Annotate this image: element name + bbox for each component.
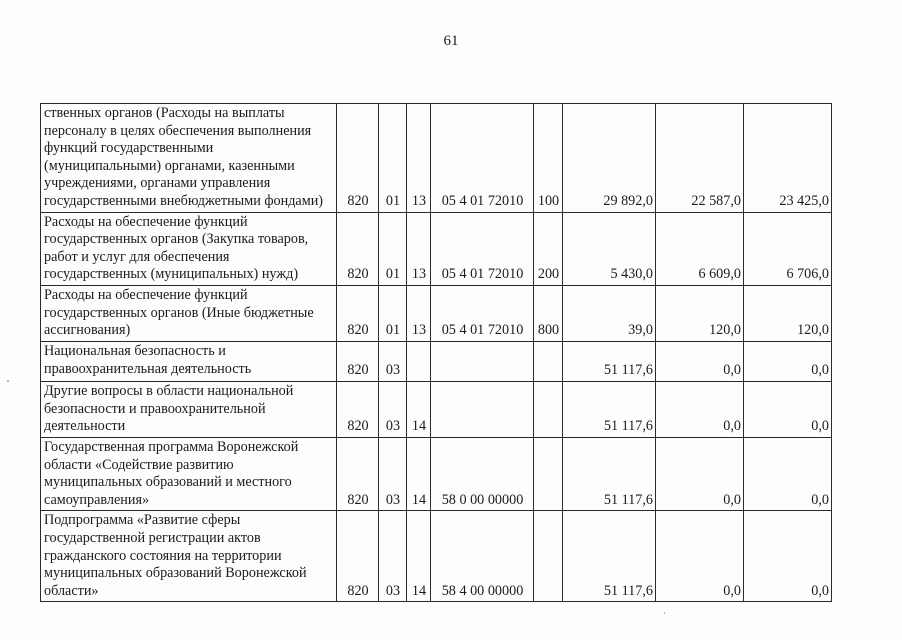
sum-year-1: 51 117,6 (563, 381, 656, 437)
pr-code: 13 (407, 212, 431, 285)
pr-code (407, 341, 431, 381)
sum-year-3: 0,0 (744, 341, 832, 381)
sum-year-1: 51 117,6 (563, 341, 656, 381)
rz-code: 01 (379, 285, 407, 341)
csr-code: 05 4 01 72010 (431, 104, 534, 213)
ved-code: 820 (337, 341, 379, 381)
csr-code: 05 4 01 72010 (431, 212, 534, 285)
ved-code: 820 (337, 437, 379, 510)
ved-code: 820 (337, 104, 379, 213)
vr-code: 100 (534, 104, 563, 213)
csr-code (431, 341, 534, 381)
vr-code: 800 (534, 285, 563, 341)
sum-year-2: 0,0 (656, 341, 744, 381)
row-name: ственных органов (Расходы на выплаты персоналу в целях обеспечения выполнения функций государственными (муниципальными) органами, казенными учреждениями, органами управления государственными внебюджетными фондами) (41, 104, 337, 213)
page-number: 61 (443, 33, 459, 49)
table-row (41, 285, 832, 341)
row-name: Другие вопросы в области национальной безопасности и правоохранительной деятельности (41, 381, 337, 437)
sum-year-3: 0,0 (744, 511, 832, 602)
rz-code: 01 (379, 212, 407, 285)
sum-year-3: 0,0 (744, 437, 832, 510)
table-row (41, 381, 832, 437)
row-name: Расходы на обеспечение функций государственных органов (Иные бюджетные ассигнования) (41, 285, 337, 341)
sum-year-1: 51 117,6 (563, 511, 656, 602)
pr-code: 13 (407, 285, 431, 341)
sum-year-2: 0,0 (656, 437, 744, 510)
sum-year-2: 0,0 (656, 511, 744, 602)
sum-year-1: 29 892,0 (563, 104, 656, 213)
vr-code (534, 381, 563, 437)
vr-code (534, 511, 563, 602)
ved-code: 820 (337, 511, 379, 602)
sum-year-2: 0,0 (656, 381, 744, 437)
sum-year-2: 120,0 (656, 285, 744, 341)
row-name: Расходы на обеспечение функций государственных органов (Закупка товаров, работ и услуг для обеспечения государственных (муниципальных) нужд) (41, 212, 337, 285)
table-row (41, 437, 832, 510)
table-row (41, 104, 832, 213)
rz-code: 03 (379, 437, 407, 510)
scan-speck (664, 612, 665, 614)
vr-code: 200 (534, 212, 563, 285)
ved-code: 820 (337, 381, 379, 437)
rz-code: 03 (379, 341, 407, 381)
budget-table (40, 103, 832, 602)
sum-year-2: 22 587,0 (656, 104, 744, 213)
rz-code: 01 (379, 104, 407, 213)
sum-year-3: 120,0 (744, 285, 832, 341)
csr-code (431, 381, 534, 437)
rz-code: 03 (379, 381, 407, 437)
sum-year-3: 6 706,0 (744, 212, 832, 285)
pr-code: 14 (407, 511, 431, 602)
sum-year-3: 0,0 (744, 381, 832, 437)
sum-year-1: 39,0 (563, 285, 656, 341)
sum-year-2: 6 609,0 (656, 212, 744, 285)
row-name: Подпрограмма «Развитие сферы государственной регистрации актов гражданского состояния на территории муниципальных образований Воронежской области» (41, 511, 337, 602)
row-name: Национальная безопасность и правоохранительная деятельность (41, 341, 337, 381)
sum-year-1: 51 117,6 (563, 437, 656, 510)
table-row (41, 341, 832, 381)
ved-code: 820 (337, 212, 379, 285)
row-name: Государственная программа Воронежской области «Содействие развитию муниципальных образований и местного самоуправления» (41, 437, 337, 510)
sum-year-1: 5 430,0 (563, 212, 656, 285)
vr-code (534, 341, 563, 381)
table-row (41, 511, 832, 602)
rz-code: 03 (379, 511, 407, 602)
csr-code: 58 0 00 00000 (431, 437, 534, 510)
sum-year-3: 23 425,0 (744, 104, 832, 213)
vr-code (534, 437, 563, 510)
csr-code: 05 4 01 72010 (431, 285, 534, 341)
ved-code: 820 (337, 285, 379, 341)
scan-speck (7, 380, 9, 382)
pr-code: 13 (407, 104, 431, 213)
csr-code: 58 4 00 00000 (431, 511, 534, 602)
pr-code: 14 (407, 437, 431, 510)
table-row (41, 212, 832, 285)
pr-code: 14 (407, 381, 431, 437)
